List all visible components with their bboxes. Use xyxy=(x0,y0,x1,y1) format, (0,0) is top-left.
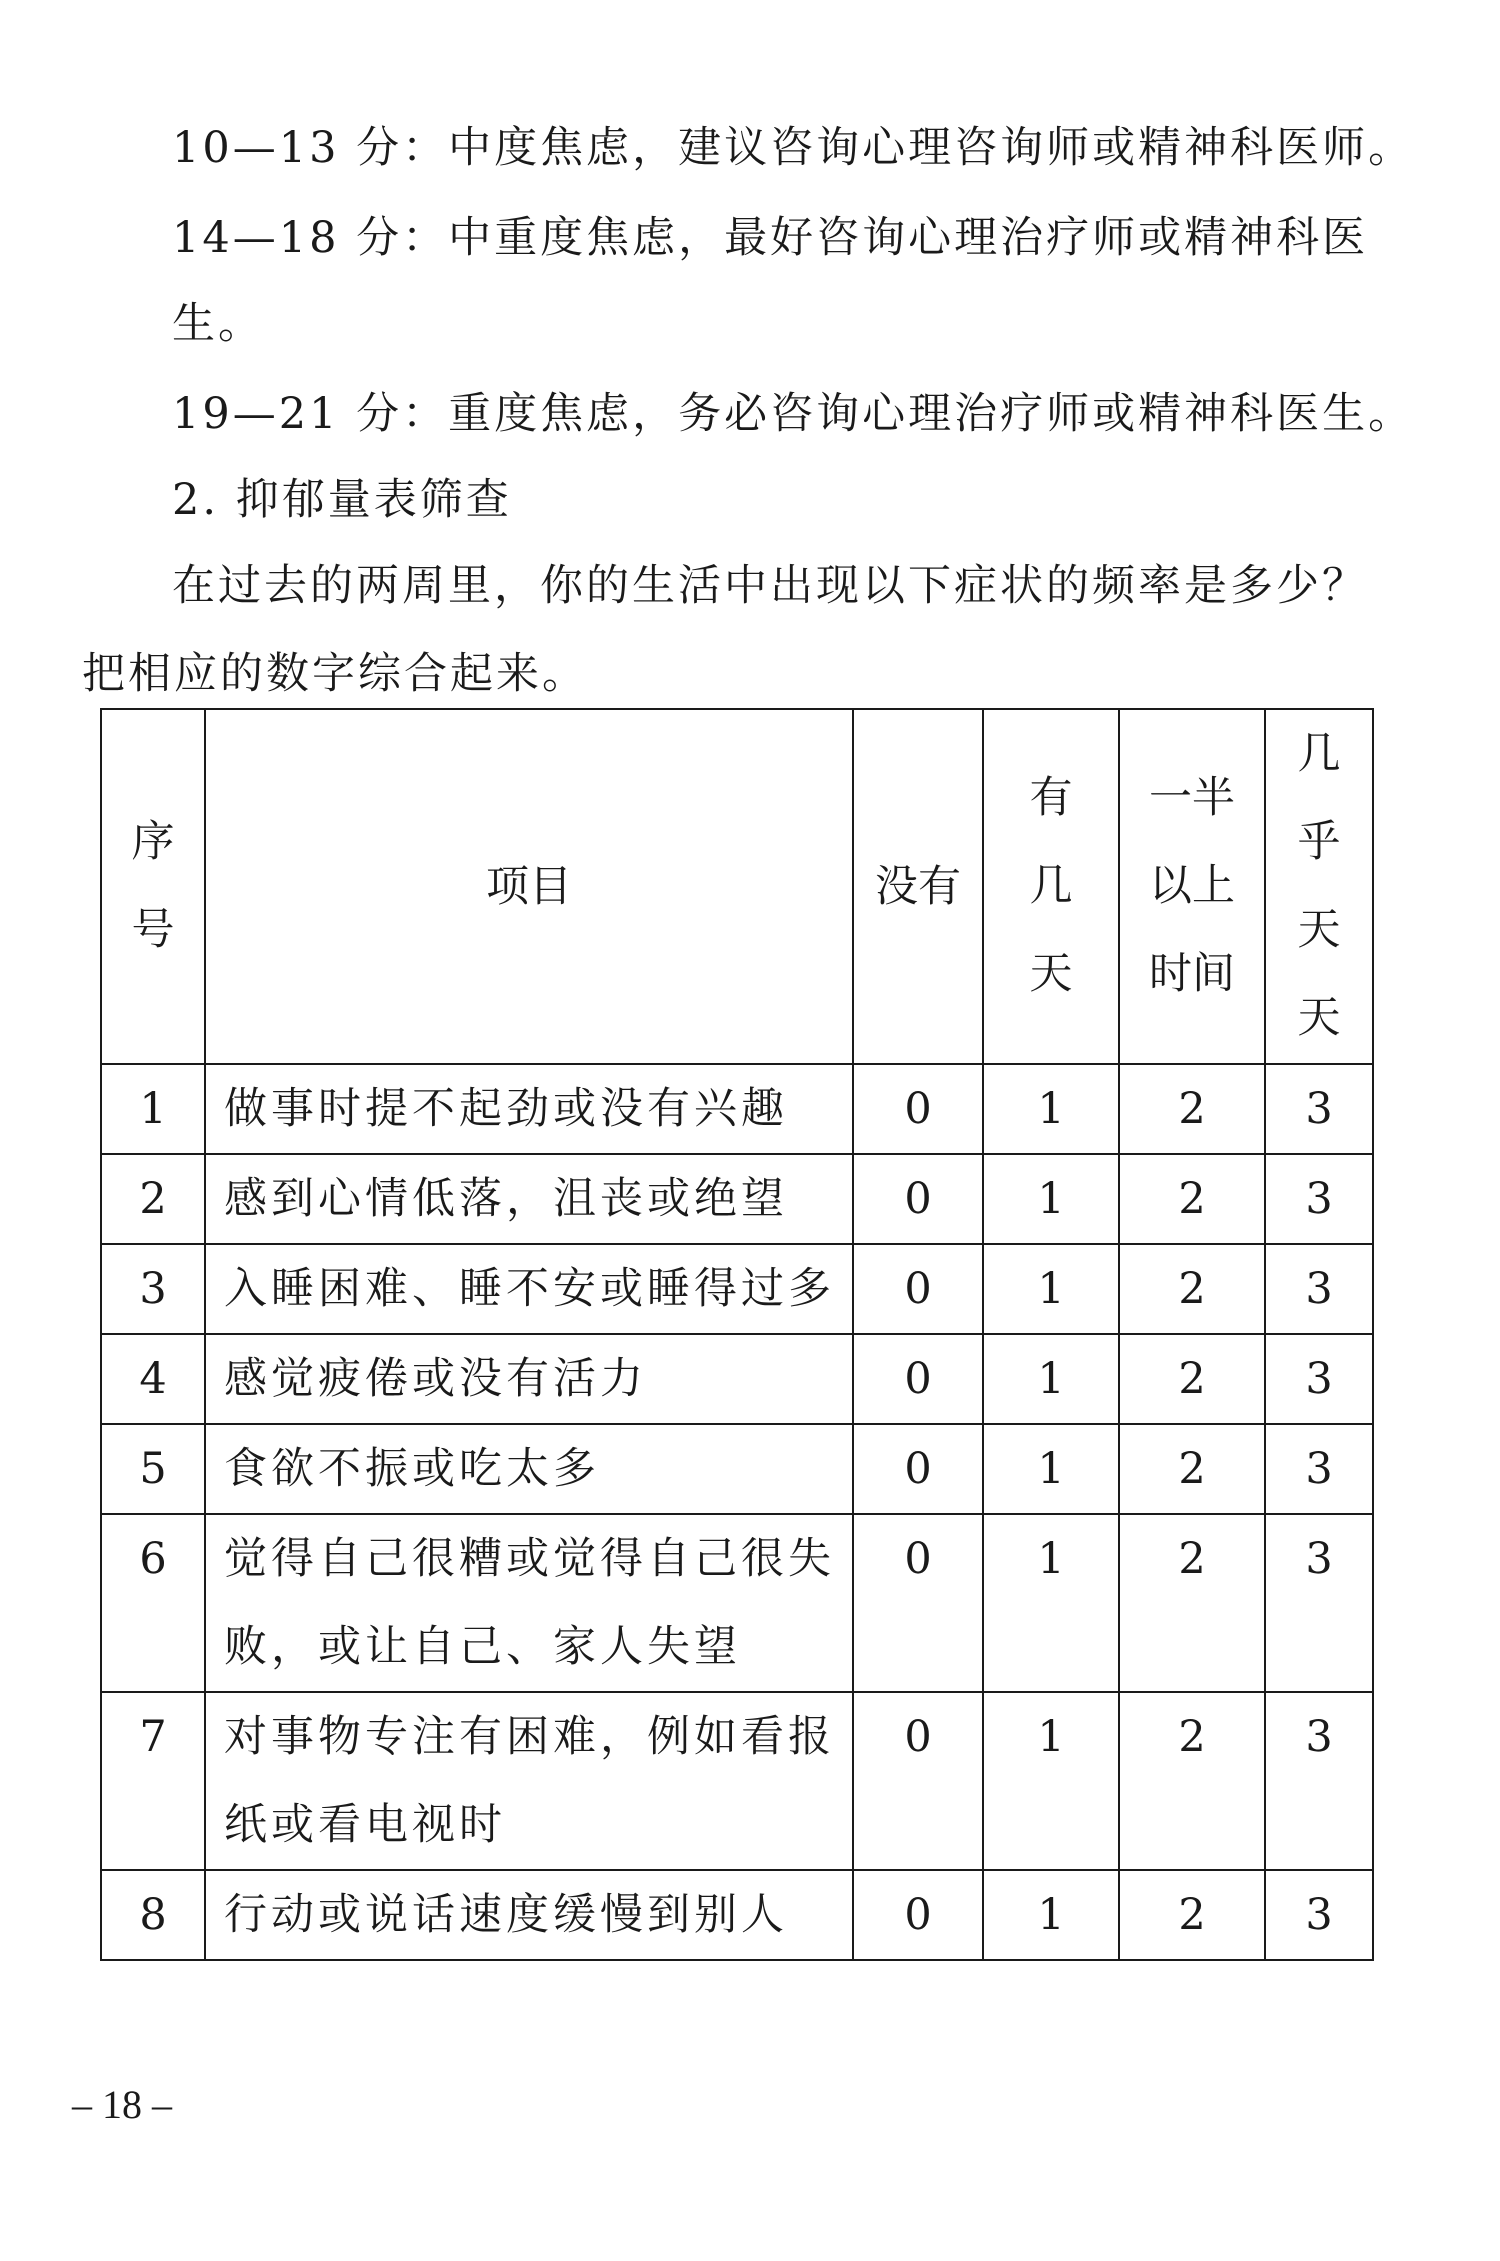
row-item: 入睡困难、睡不安或睡得过多 xyxy=(205,1244,853,1334)
instruction-text: 在过去的两周里，你的生活中出现以下症状的频率是多少？ xyxy=(172,561,1368,611)
row-index: 3 xyxy=(101,1244,205,1334)
header-none: 没有 xyxy=(853,709,983,1064)
table-row xyxy=(101,1334,1373,1424)
score-several-days: 1 xyxy=(983,1870,1119,1960)
paragraph-score-10-13: 10—13 分：中度焦虑，建议咨询心理咨询师或精神科医师。 xyxy=(172,123,1415,173)
table-row xyxy=(101,1514,1373,1692)
row-index: 4 xyxy=(101,1334,205,1424)
row-index: 6 xyxy=(101,1514,205,1692)
score-nearly-every-day: 3 xyxy=(1265,1514,1373,1692)
section-heading: 2. 抑郁量表筛查 xyxy=(172,475,512,525)
score-several-days: 1 xyxy=(983,1692,1119,1870)
score-none: 0 xyxy=(853,1424,983,1514)
score-none: 0 xyxy=(853,1334,983,1424)
score-several-days: 1 xyxy=(983,1514,1119,1692)
score-more-than-half: 2 xyxy=(1119,1244,1265,1334)
table-row xyxy=(101,1244,1373,1334)
paragraph-score-19-21: 19—21 分：重度焦虑，务必咨询心理治疗师或精神科医生。 xyxy=(172,389,1415,439)
header-several-days: 有几天 xyxy=(983,709,1119,1064)
score-nearly-every-day: 3 xyxy=(1265,1424,1373,1514)
table-row xyxy=(101,1064,1373,1154)
score-nearly-every-day: 3 xyxy=(1265,1334,1373,1424)
score-several-days: 1 xyxy=(983,1064,1119,1154)
row-item: 感觉疲倦或没有活力 xyxy=(205,1334,853,1424)
row-item: 行动或说话速度缓慢到别人 xyxy=(205,1870,853,1960)
score-nearly-every-day: 3 xyxy=(1265,1692,1373,1870)
row-item: 做事时提不起劲或没有兴趣 xyxy=(205,1064,853,1154)
score-more-than-half: 2 xyxy=(1119,1424,1265,1514)
table-header-row xyxy=(101,709,1373,1064)
table-row xyxy=(101,1424,1373,1514)
score-none: 0 xyxy=(853,1870,983,1960)
row-index: 2 xyxy=(101,1154,205,1244)
table-row xyxy=(101,1870,1373,1960)
score-more-than-half: 2 xyxy=(1119,1692,1265,1870)
score-more-than-half: 2 xyxy=(1119,1154,1265,1244)
table-row xyxy=(101,1154,1373,1244)
page-number: – 18 – xyxy=(72,2082,172,2127)
score-nearly-every-day: 3 xyxy=(1265,1870,1373,1960)
paragraph-score-14-18: 14—18 分：中重度焦虑，最好咨询心理治疗师或精神科医 xyxy=(172,213,1369,263)
score-nearly-every-day: 3 xyxy=(1265,1064,1373,1154)
row-index: 8 xyxy=(101,1870,205,1960)
header-nearly-every-day: 几乎天天 xyxy=(1265,709,1373,1064)
score-more-than-half: 2 xyxy=(1119,1334,1265,1424)
score-more-than-half: 2 xyxy=(1119,1514,1265,1692)
score-several-days: 1 xyxy=(983,1334,1119,1424)
score-none: 0 xyxy=(853,1244,983,1334)
header-item: 项目 xyxy=(205,709,853,1064)
score-none: 0 xyxy=(853,1692,983,1870)
row-item: 感到心情低落，沮丧或绝望 xyxy=(205,1154,853,1244)
row-item: 食欲不振或吃太多 xyxy=(205,1424,853,1514)
paragraph-score-14-18-cont: 生。 xyxy=(172,299,264,349)
score-none: 0 xyxy=(853,1064,983,1154)
score-nearly-every-day: 3 xyxy=(1265,1244,1373,1334)
header-index: 序号 xyxy=(101,709,205,1064)
score-none: 0 xyxy=(853,1514,983,1692)
depression-scale-table xyxy=(100,708,1374,1961)
score-nearly-every-day: 3 xyxy=(1265,1154,1373,1244)
score-several-days: 1 xyxy=(983,1154,1119,1244)
instruction-text-cont: 把相应的数字综合起来。 xyxy=(82,649,588,699)
row-item: 觉得自己很糟或觉得自己很失败，或让自己、家人失望 xyxy=(205,1514,853,1692)
header-more-than-half: 一半以上时间 xyxy=(1119,709,1265,1064)
row-item: 对事物专注有困难，例如看报纸或看电视时 xyxy=(205,1692,853,1870)
score-several-days: 1 xyxy=(983,1244,1119,1334)
row-index: 5 xyxy=(101,1424,205,1514)
score-several-days: 1 xyxy=(983,1424,1119,1514)
score-more-than-half: 2 xyxy=(1119,1064,1265,1154)
score-more-than-half: 2 xyxy=(1119,1870,1265,1960)
score-none: 0 xyxy=(853,1154,983,1244)
row-index: 7 xyxy=(101,1692,205,1870)
row-index: 1 xyxy=(101,1064,205,1154)
table-row xyxy=(101,1692,1373,1870)
